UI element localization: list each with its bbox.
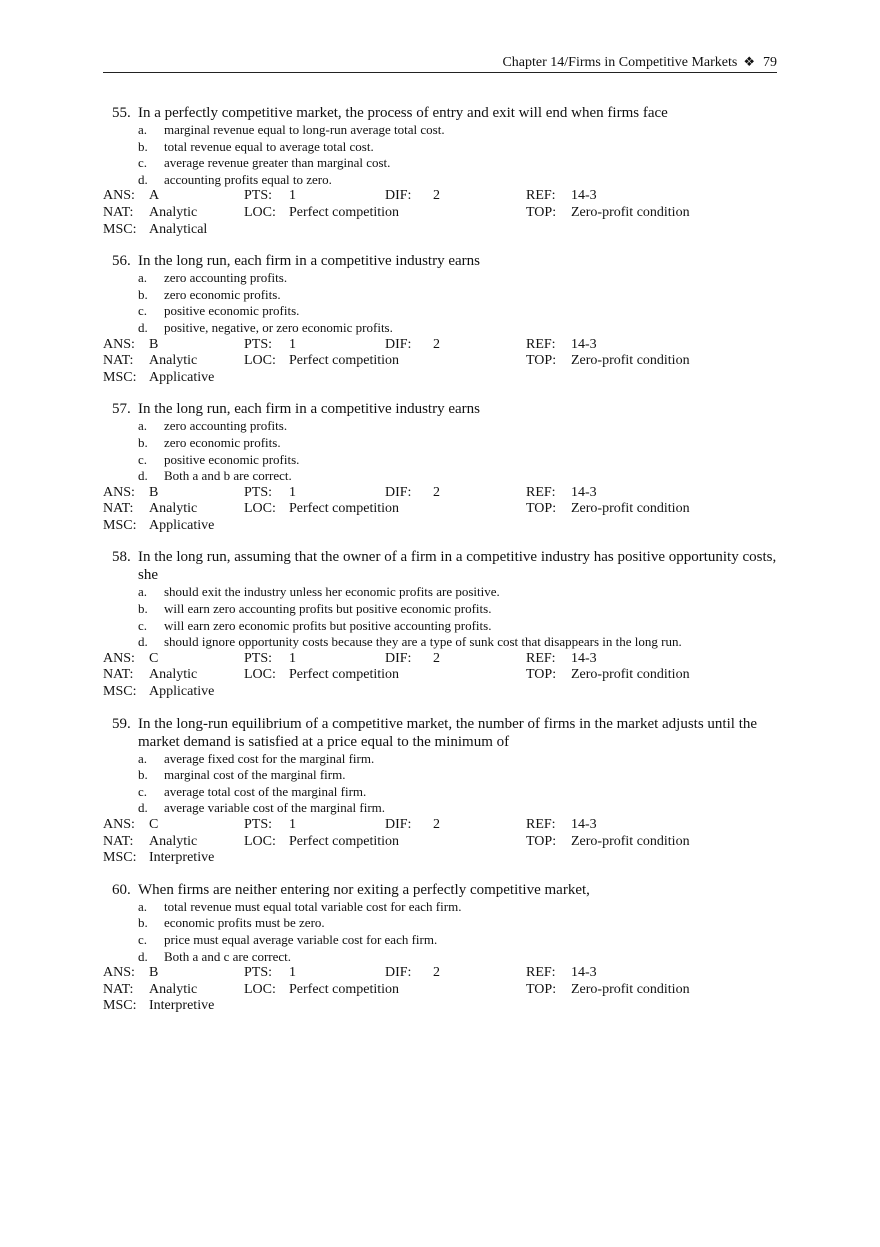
choice-list [138,584,783,650]
choice-text: economic profits must be zero. [164,915,325,931]
choice-list [138,751,783,817]
choice-item [138,584,783,601]
choice-text: should ignore opportunity costs because they are a type of sunk cost that disappears in the long run. [164,634,682,650]
question-text: In the long-run equilibrium of a competitive market, the number of firms in the market adjusts until the market demand is satisfied at a price equal to the minimum of [138,715,758,750]
top-value: Zero-profit condition [571,981,690,997]
dif-label: DIF: [385,965,412,981]
loc-value: Perfect competition [289,353,400,369]
choice-letter: a. [138,750,148,766]
question-stem [112,252,783,270]
choice-item [138,468,783,485]
ref-label: REF: [526,965,556,981]
choice-text: average total cost of the marginal firm. [164,783,367,799]
choice-letter: c. [138,617,148,633]
top-label: TOP: [526,981,557,997]
msc-label: MSC: [103,369,137,385]
ref-value: 14-3 [571,965,597,981]
question-number: 55. [112,105,131,121]
top-value: Zero-profit condition [571,501,690,517]
pts-label: PTS: [244,817,273,832]
top-label: TOP: [526,501,557,517]
choice-item [138,634,783,651]
choice-list [138,899,783,965]
top-value: Zero-profit condition [571,204,690,220]
choice-list [138,122,783,188]
choice-letter: a. [138,270,148,286]
choice-text: average revenue greater than marginal cost. [164,155,391,171]
ans-value: B [149,336,159,352]
choice-letter: a. [138,584,148,600]
loc-value: Perfect competition [289,981,400,997]
choice-text: marginal revenue equal to long-run average total cost. [164,122,445,137]
ans-value: A [149,188,160,204]
nat-label: NAT: [103,204,134,220]
choice-item [138,139,783,156]
choice-text: zero accounting profits. [164,270,288,286]
answer-metadata-row [103,982,783,999]
choice-text: zero economic profits. [164,286,281,302]
dif-label: DIF: [385,336,412,352]
msc-label: MSC: [103,684,137,700]
ref-label: REF: [526,650,556,666]
nat-label: NAT: [103,667,134,683]
dif-label: DIF: [385,188,412,204]
msc-value: Interpretive [149,998,215,1014]
diamond-separator-icon: ❖ [743,55,755,70]
answer-metadata-row [103,353,783,370]
dif-label: DIF: [385,650,412,666]
answer-metadata-row [103,188,783,205]
dif-label: DIF: [385,817,412,832]
choice-text: will earn zero economic profits but positive accounting profits. [164,617,492,633]
loc-label: LOC: [244,981,276,997]
choice-item [138,435,783,452]
pts-value: 1 [289,336,296,352]
msc-value: Interpretive [149,850,215,866]
nat-value: Analytic [149,981,198,997]
msc-label: MSC: [103,998,137,1014]
answer-metadata-row [103,834,783,851]
nat-value: Analytic [149,204,198,220]
pts-value: 1 [289,965,296,981]
choice-item [138,122,783,139]
pts-value: 1 [289,484,296,500]
question-text: In the long run, assuming that the owner of a firm in a competitive industry has positive opportunity costs, she [138,549,777,584]
choice-item [138,932,783,949]
top-label: TOP: [526,353,557,369]
choice-item [138,452,783,469]
question-number: 56. [112,253,131,270]
ref-label: REF: [526,188,556,204]
ref-value: 14-3 [571,817,597,832]
choice-item [138,172,783,189]
choice-letter: b. [138,434,148,450]
question-item [103,252,783,386]
pts-value: 1 [289,188,296,204]
choice-text: zero economic profits. [164,434,281,450]
nat-value: Analytic [149,667,198,683]
answer-metadata-row [103,337,783,354]
choice-item [138,767,783,784]
choice-item [138,155,783,172]
pts-label: PTS: [244,188,273,204]
choice-text: total revenue must equal total variable cost for each firm. [164,898,462,914]
ref-value: 14-3 [571,336,597,352]
choice-item [138,949,783,966]
answer-metadata-row [103,485,783,502]
choice-text: price must equal average variable cost for each firm. [164,931,438,947]
nat-label: NAT: [103,981,134,997]
msc-label: MSC: [103,850,137,866]
msc-value: Applicative [149,369,215,385]
choice-item [138,303,783,320]
nat-label: NAT: [103,501,134,517]
msc-value: Applicative [149,684,215,700]
answer-metadata-row [103,518,783,535]
top-label: TOP: [526,204,557,220]
pts-label: PTS: [244,336,273,352]
choice-letter: b. [138,138,148,154]
choice-item [138,899,783,916]
loc-value: Perfect competition [289,204,400,220]
choice-item [138,915,783,932]
choice-letter: d. [138,634,148,650]
dif-value: 2 [433,650,440,666]
choice-list [138,270,783,336]
top-value: Zero-profit condition [571,833,690,849]
dif-value: 2 [433,817,440,832]
pts-label: PTS: [244,484,273,500]
page-header [103,54,777,73]
choice-item [138,320,783,337]
dif-label: DIF: [385,484,412,500]
choice-list [138,418,783,484]
nat-label: NAT: [103,353,134,369]
ans-value: B [149,965,159,981]
loc-value: Perfect competition [289,833,400,849]
nat-label: NAT: [103,833,134,849]
pts-label: PTS: [244,650,273,666]
choice-item [138,270,783,287]
choice-letter: d. [138,468,148,484]
choice-text: average variable cost of the marginal firm. [164,800,386,816]
choice-text: should exit the industry unless her economic profits are positive. [164,584,500,600]
dif-value: 2 [433,336,440,352]
answer-metadata-row [103,651,783,668]
choice-item [138,418,783,435]
ans-value: B [149,484,159,500]
choice-item [138,784,783,801]
answer-metadata-row [103,998,783,1015]
choice-text: total revenue equal to average total cost. [164,138,374,154]
question-item [103,881,783,1015]
question-number: 57. [112,401,131,418]
nat-value: Analytic [149,501,198,517]
choice-text: marginal cost of the marginal firm. [164,767,346,783]
question-text: In a perfectly competitive market, the process of entry and exit will end when firms face [138,105,668,121]
choice-letter: d. [138,171,148,187]
loc-value: Perfect competition [289,667,400,683]
ref-label: REF: [526,484,556,500]
choice-item [138,601,783,618]
loc-label: LOC: [244,833,276,849]
question-text: When firms are neither entering nor exiting a perfectly competitive market, [138,881,590,898]
choice-letter: c. [138,783,148,799]
question-stem [112,548,783,584]
question-stem [112,400,783,418]
msc-value: Analytical [149,221,208,237]
ref-value: 14-3 [571,650,597,666]
choice-letter: c. [138,303,148,319]
loc-label: LOC: [244,667,276,683]
question-stem [112,104,783,122]
pts-label: PTS: [244,965,273,981]
chapter-title: Chapter 14/Firms in Competitive Markets [502,55,738,70]
pts-value: 1 [289,817,296,832]
dif-value: 2 [433,188,440,204]
top-value: Zero-profit condition [571,353,690,369]
choice-text: Both a and b are correct. [164,468,292,484]
top-label: TOP: [526,833,557,849]
choice-letter: c. [138,931,148,947]
choice-item [138,287,783,304]
choice-letter: c. [138,451,148,467]
choice-item [138,751,783,768]
choice-text: accounting profits equal to zero. [164,171,332,187]
dif-value: 2 [433,484,440,500]
question-stem [112,881,783,899]
answer-metadata-row [103,667,783,684]
loc-label: LOC: [244,501,276,517]
ans-label: ANS: [103,188,135,204]
choice-letter: d. [138,800,148,816]
ans-label: ANS: [103,484,135,500]
question-stem [112,715,783,751]
question-item [103,400,783,534]
dif-value: 2 [433,965,440,981]
question-item [103,715,783,867]
question-number: 60. [112,881,131,898]
question-number: 59. [112,715,131,732]
answer-metadata-row [103,370,783,387]
top-label: TOP: [526,667,557,683]
choice-text: Both a and c are correct. [164,948,292,964]
choice-letter: a. [138,418,148,434]
nat-value: Analytic [149,833,198,849]
ref-label: REF: [526,336,556,352]
msc-value: Applicative [149,517,215,533]
choice-text: positive economic profits. [164,303,300,319]
answer-metadata-row [103,817,783,834]
choice-item [138,618,783,635]
question-text: In the long run, each firm in a competitive industry earns [138,253,480,270]
page-number: 79 [763,55,777,70]
choice-text: zero accounting profits. [164,418,288,434]
msc-label: MSC: [103,517,137,533]
choice-text: positive economic profits. [164,451,300,467]
answer-metadata-row [103,850,783,867]
choice-letter: a. [138,898,148,914]
top-value: Zero-profit condition [571,667,690,683]
answer-metadata-row [103,205,783,222]
ans-label: ANS: [103,817,135,832]
loc-value: Perfect competition [289,501,400,517]
pts-value: 1 [289,650,296,666]
ref-value: 14-3 [571,484,597,500]
choice-text: average fixed cost for the marginal firm. [164,750,375,766]
question-number: 58. [112,549,131,566]
answer-metadata-row [103,965,783,982]
loc-label: LOC: [244,353,276,369]
choice-letter: c. [138,155,148,171]
ref-value: 14-3 [571,188,597,204]
question-item [103,104,783,238]
choice-letter: b. [138,915,148,931]
answer-metadata-row [103,222,783,239]
ans-value: C [149,817,159,832]
question-item [103,548,783,700]
answer-metadata-row [103,501,783,518]
choice-letter: a. [138,122,148,137]
choice-text: positive, negative, or zero economic profits. [164,319,393,335]
ans-label: ANS: [103,965,135,981]
nat-value: Analytic [149,353,198,369]
ans-value: C [149,650,159,666]
choice-letter: d. [138,948,148,964]
ans-label: ANS: [103,650,135,666]
loc-label: LOC: [244,204,276,220]
answer-metadata-row [103,684,783,701]
choice-letter: b. [138,286,148,302]
choice-letter: b. [138,767,148,783]
ans-label: ANS: [103,336,135,352]
ref-label: REF: [526,817,556,832]
msc-label: MSC: [103,221,137,237]
question-text: In the long run, each firm in a competitive industry earns [138,401,480,418]
choice-letter: d. [138,319,148,335]
choice-letter: b. [138,601,148,617]
choice-item [138,800,783,817]
question-list [103,104,783,1029]
choice-text: will earn zero accounting profits but positive economic profits. [164,601,492,617]
